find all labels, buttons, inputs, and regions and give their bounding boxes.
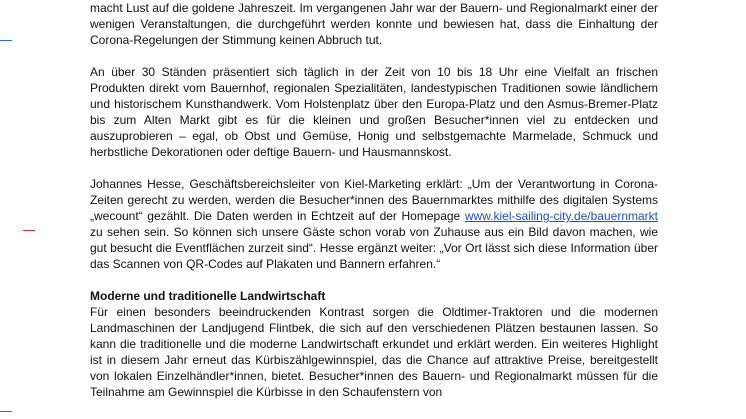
paragraph-4: Für einen besonders beeindruckenden Kontrast sorgen die Oldtimer-Traktoren und die modernen Landmaschinen der Landjugend Flintbek, die sich auf den verschiedenen Plätzen bestaunen lassen. So kann die traditionelle und die moderne Landwirtschaft erkundet und erklärt werden. Ein weiteres Highlight ist in diesem Jahr erneut das Kürbiszählgewinnspiel, das die Chance auf attraktive Preise, bereitgestellt von lokalen Einzelhändler*innen, bietet. Besucher*innen des Bauern- und Regionalmarkt müssen für die Teilnahme am Gewinnspiel die Kürbisse in den Schaufenstern von (90, 305, 658, 399)
paragraph-3 (90, 176, 658, 272)
margin-marker-blue-top (0, 40, 12, 41)
document-body (90, 0, 658, 416)
margin-marker-red-mid (23, 230, 35, 231)
bauernmarkt-link[interactable]: www.kiel-sailing-city.de/bauernmarkt (464, 209, 658, 223)
section-heading: Moderne und traditionelle Landwirtschaft (90, 289, 326, 303)
margin-marker-blue-bottom (0, 411, 12, 412)
paragraph-1: macht Lust auf die goldene Jahreszeit. Im vergangenen Jahr war der Bauern- und Regionalmarkt einer der wenigen Veranstaltungen, die durchgeführt werden konnte und bewiesen hat, dass die Einhaltung der Corona-Regelungen der Stimmung keinen Abbruch tut. (90, 1, 658, 47)
paragraph-2: An über 30 Ständen präsentiert sich täglich in der Zeit von 10 bis 18 Uhr eine Vielfalt an frischen Produkten direkt vom Bauernhof, regionalen Spezialitäten, landestypischen Traditionen sowie ländlichem und historischem Kunsthandwerk. Vom Holstenplatz über den Europa-Platz und den Asmus-Bremer-Platz bis zum Alten Markt gibt es für die kleinen und großen Besucher*innen viel zu entdecken und auszuprobieren – egal, ob Obst und Gemüse, Honig und selbstgemachte Marmelade, Schmuck und herbstliche Dekorationen oder deftige Bauern- und Hausmannskost. (90, 65, 658, 159)
paragraph-3-text-end: zu sehen sein. So können sich unsere Gäste schon vorab von Zuhause aus ein Bild davon machen, wie gut besucht die Eventflächen zurzeit sind“. Hesse ergänzt weiter: „Vor Ort lässt sich diese Information über das Scannen von QR-Codes auf Plakaten und Bannern erfahren.“ (90, 225, 658, 271)
paragraph-3-text-start: Johannes Hesse, Geschäftsbereichsleiter von Kiel-Marketing erklärt: „Um der Verantwortung in Corona-Zeiten gerecht zu werden, werden die Besucher*innen des Bauernmarktes mithilfe des digitalen Systems „wecount“ gezählt. Die Daten werden in Echtzeit auf der Homepage (90, 177, 658, 223)
